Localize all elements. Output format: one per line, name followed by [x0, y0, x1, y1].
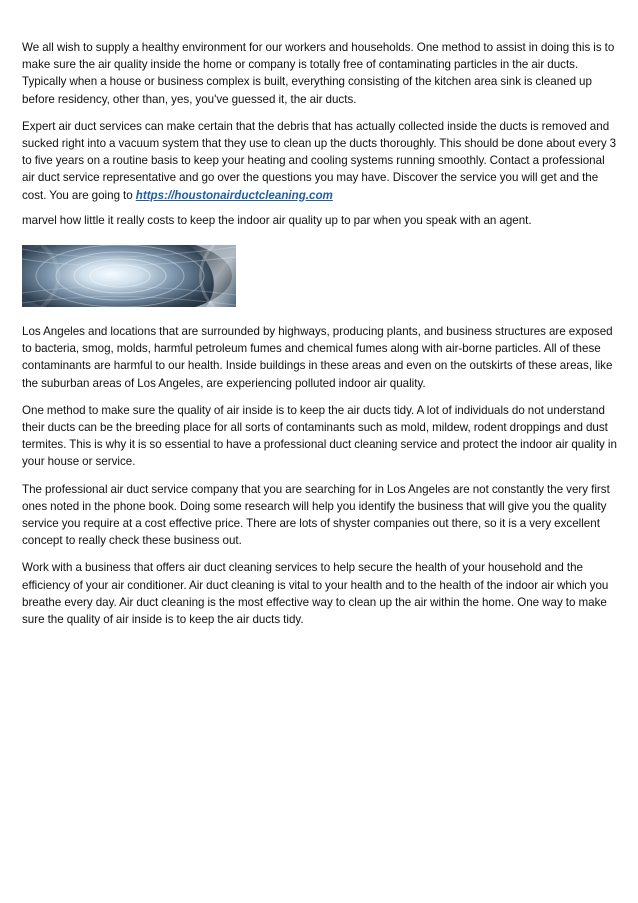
- document-page: [22, 39, 618, 638]
- paragraph-los-angeles-contaminants: Los Angeles and locations that are surrounded by highways, producing plants, and business structures are exposed to bacteria, smog, molds, harmful petroleum fumes and chemical fumes along with air-borne particles. All of these contaminants are harmful to our health. Inside buildings in these areas and even on the outskirts of these areas, like the suburban areas of Los Angeles, are experiencing polluted indoor air quality.: [22, 325, 613, 390]
- website-link[interactable]: https://houstonairductcleaning.com: [135, 188, 333, 202]
- paragraph-work-with-business: Work with a business that offers air duct cleaning services to help secure the health of your household and the efficiency of your air conditioner. Air duct cleaning is vital to your health and to the health of the indoor air which you breathe every day. Air duct cleaning is the most effective way to clean up the air within the home. One way to make sure the quality of air inside is to keep the air ducts tidy.: [22, 561, 609, 627]
- paragraph-keep-ducts-tidy: One method to make sure the quality of air inside is to keep the air ducts tidy. A lot of individuals do not understand their ducts can be the breeding place for all sorts of contaminants such as mold, mildew, rodent droppings and dust termites. This is why it is so essential to have a professional duct cleaning service and protect the indoor air quality in your house or service.: [22, 403, 617, 469]
- air-duct-photo: [22, 245, 236, 307]
- paragraph-healthy-environment: We all wish to supply a healthy environment for our workers and households. One method to assist in doing this is to make sure the air quality inside the home or company is totally free of contaminating particles in the air ducts. Typically when a house or business complex is built, everything consisting of the kitchen area sink is cleaned up before residency, other than, yes, you've guessed it, the air ducts.: [22, 41, 615, 106]
- paragraph-expert-services-text: Expert air duct services can make certain that the debris that has actually collected inside the ducts is removed and sucked right into a vacuum system that they use to clean up the ducts thoroughly. This should be done about every 3 to five years on a routine basis to keep your heating and cooling systems running smoothly. Contact a professional air duct service representative and go over the questions you may have. Discover the service you will get and the cost. You are going to: [22, 119, 617, 202]
- paragraph-service-company: The professional air duct service company that you are searching for in Los Angeles are not constantly the very first ones noted in the phone book. Doing some research will help you identify the business that will give you the quality service you require at a cost effective price. There are lots of shyster companies out there, so it is a very excellent concept to really check these business out.: [22, 482, 610, 548]
- paragraph-expert-services: [22, 118, 618, 204]
- paragraph-marvel-cost: marvel how little it really costs to keep the indoor air quality up to par when you speak with an agent.: [22, 213, 532, 227]
